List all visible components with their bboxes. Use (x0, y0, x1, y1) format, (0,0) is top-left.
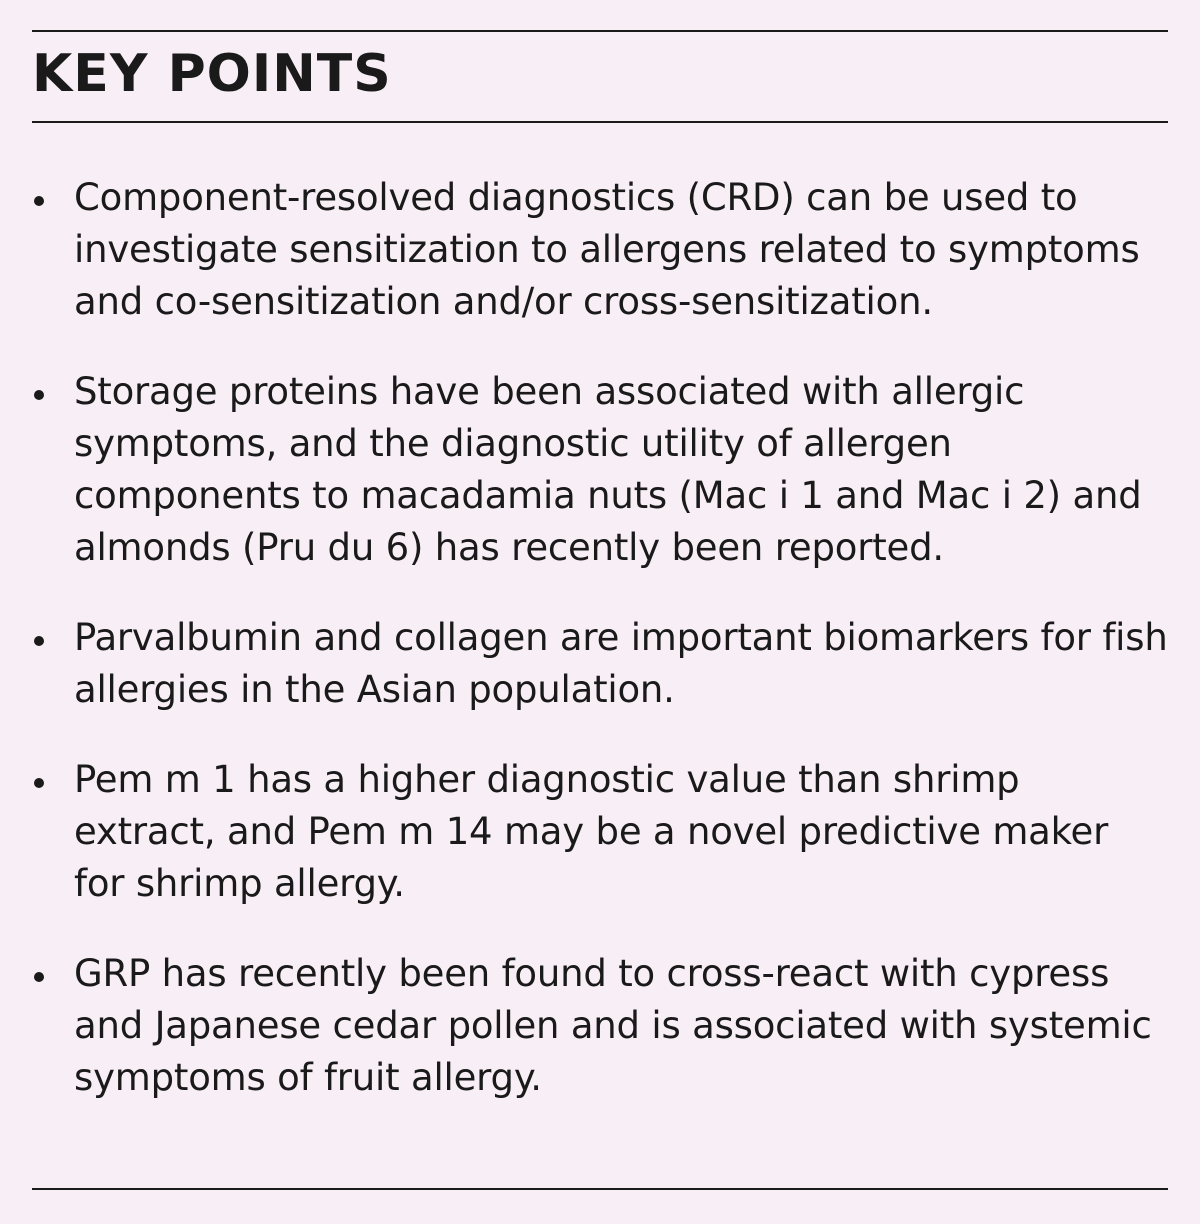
key-points-box (32, 30, 1168, 1190)
key-point-item (32, 948, 1168, 1104)
key-point-text: Pem m 1 has a higher diagnostic value than shrimp extract, and Pem m 14 may be a novel predictive maker for shrimp allergy. (74, 758, 1109, 905)
bullet-icon (34, 972, 44, 982)
key-point-item (32, 366, 1168, 574)
key-points-list (32, 172, 1168, 1142)
key-point-text: Component-resolved diagnostics (CRD) can be used to investigate sensitization to allergens related to symptoms and co-sensitization and/or cross-sensitization. (74, 176, 1140, 323)
key-point-text: GRP has recently been found to cross-react with cypress and Japanese cedar pollen and is associated with systemic symptoms of fruit allergy. (74, 952, 1152, 1099)
key-point-item (32, 172, 1168, 328)
bullet-icon (34, 196, 44, 206)
bottom-rule (32, 1188, 1168, 1190)
key-point-text: Storage proteins have been associated with allergic symptoms, and the diagnostic utility of allergen components to macadamia nuts (Mac i 1 and Mac i 2) and almonds (Pru du 6) has recently been reported. (74, 370, 1142, 569)
key-point-item (32, 754, 1168, 910)
top-rule (32, 30, 1168, 32)
bullet-icon (34, 390, 44, 400)
bullet-icon (34, 636, 44, 646)
heading-rule (32, 121, 1168, 123)
key-points-heading: KEY POINTS (32, 44, 392, 104)
key-point-item (32, 612, 1168, 716)
key-point-text: Parvalbumin and collagen are important biomarkers for fish allergies in the Asian population. (74, 616, 1168, 711)
bullet-icon (34, 778, 44, 788)
